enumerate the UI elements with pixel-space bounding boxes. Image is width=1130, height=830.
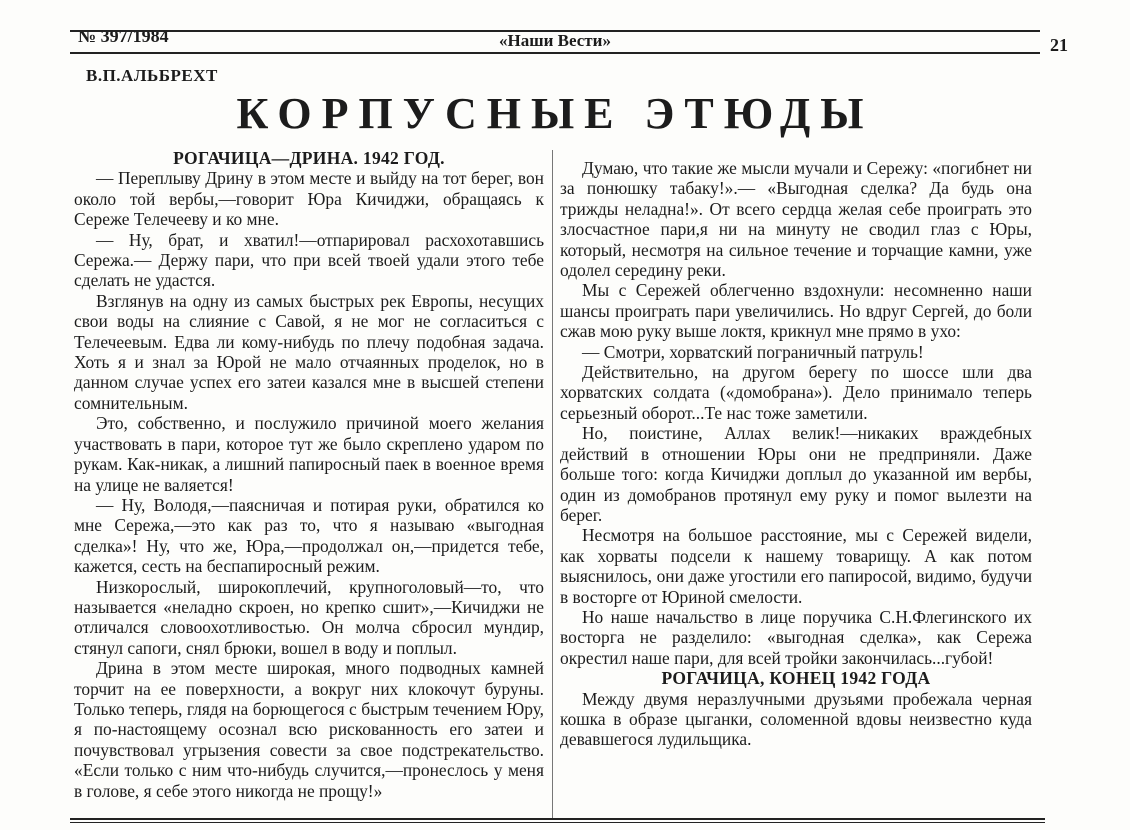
column-divider xyxy=(552,150,553,820)
paragraph: Дрина в этом месте широкая, много подводных камней торчит на ее поверхности, а вокруг них клокочут буруны. Только теперь, глядя на борющегося с быстрым течением Юру, я по-настоящему осознал всю рискованность его затеи и почувствовал угрызения совести за свое подстрекательство. «Если только с ним что-нибудь случится,—пронеслось у меня в голове, я себе этого никогда не прощу!» xyxy=(74,658,544,801)
paragraph: — Ну, Володя,—паясничая и потирая руки, обратился ко мне Сережа,—это как раз то, что я называю «выгодная сделка»! Ну, что же, Юра,—продолжал он,—придется тебе, кажется, сесть на беспапиросный режим. xyxy=(74,494,544,577)
paragraph: Взглянув на одну из самых быстрых рек Европы, несущих свои воды на слияние с Савой, я не мог не согласиться с Телечеевым. Едва ли кому-нибудь по плечу подобная задача. Хоть я и знал за Юрой не мало отчаянных проделок, но в данном случае успех его затеи казался мне в высшей степени сомнительным. xyxy=(74,290,544,413)
paragraph: Действительно, на другом берегу по шоссе шли два хорватских солдата («домобрана»). Дело принимало теперь серьезный оборот...Те нас тоже заметили. xyxy=(560,362,1032,423)
footer-rule-thin xyxy=(70,822,1045,823)
paragraph: Низкорослый, широкоплечий, крупноголовый—то, что называется «неладно скроен, но крепко сшит»,—Кичиджи не отличался словоохотливостью. Он молча сбросил мундир, стянул сапоги, снял брюки, вошел в воду и поплыл. xyxy=(74,576,544,658)
paragraph: Это, собственно, и послужило причиной моего желания участвовать в пари, которое тут же было скреплено ударом по рукам. Как-никак, а лишний папиросный паек в военное время на улице не валяется! xyxy=(74,413,544,495)
article-title: КОРПУСНЫЕ ЭТЮДЫ xyxy=(236,89,874,138)
header-rule xyxy=(70,30,1040,32)
paragraph: Между двумя неразлучными друзьями пробежала черная кошка в образе цыганки, соломенной вдовы неизвестно куда девавшегося лудильщика. xyxy=(560,688,1032,750)
paragraph: Мы с Сережей облегченно вздохнули: несомненно наши шансы проиграть пари увеличились. Но вдруг Сергей, до боли сжав мою руку выше локтя, крикнул мне прямо в ухо: xyxy=(560,280,1032,342)
paragraph: Но наше начальство в лице поручика С.Н.Флегинского их восторга не разделило: «выгодная сделка», как Сережа окрестил наше пари, для всей тройки закончилась...губой! xyxy=(560,606,1032,668)
page-header xyxy=(70,18,1068,55)
newspaper-name: «Наши Вести» xyxy=(499,31,611,50)
header-rule-lower xyxy=(70,52,1040,54)
paragraph: — Ну, брат, и хватил!—отпарировал расхохотавшись Сережа.— Держу пари, что при всей твоей удали этого тебе сделать не удастся. xyxy=(74,229,544,291)
page-number: 21 xyxy=(1050,35,1068,55)
footer-rule xyxy=(70,818,1045,820)
article-author: В.П.АЛЬБРЕХТ xyxy=(86,66,218,85)
column-right xyxy=(560,158,1032,750)
section-heading: РОГАЧИЦА, КОНЕЦ 1942 ГОДА xyxy=(661,668,931,689)
paragraph: Несмотря на большое расстояние, мы с Сережей видели, как хорваты подсели к нашему товарищу. А как потом выяснилось, они даже угостили его папиросой, видимо, будучи в восторге от Юриной смелости. xyxy=(560,525,1032,607)
paragraph: — Смотри, хорватский пограничный патруль! xyxy=(582,341,924,362)
column-left xyxy=(74,148,544,801)
section-heading: РОГАЧИЦА—ДРИНА. 1942 ГОД. xyxy=(173,148,445,168)
issue-number: № 397/1984 xyxy=(78,26,169,46)
paragraph: — Переплыву Дрину в этом месте и выйду на тот берег, вон около той вербы,—говорит Юра Кичиджи, обращаясь к Сереже Телечееву и ко мне. xyxy=(74,168,544,230)
paragraph: Думаю, что такие же мысли мучали и Сережу: «погибнет ни за понюшку табаку!».— «Выгодная сделка? Да будь она трижды неладна!». От всего сердца желая себе проиграть это злосчастное пари,я ни на минуту не сводил глаз с Юры, который, несмотря на сильное течение и торчащие камни, уже одолел середину реки. xyxy=(560,158,1032,281)
paragraph: Но, поистине, Аллах велик!—никаких враждебных действий в отношении Юры они не предприняли. Даже больше того: когда Кичиджи доплыл до указанной им вербы, один из домобранов протянул ему руку и помог вылезти на берег. xyxy=(560,423,1032,525)
